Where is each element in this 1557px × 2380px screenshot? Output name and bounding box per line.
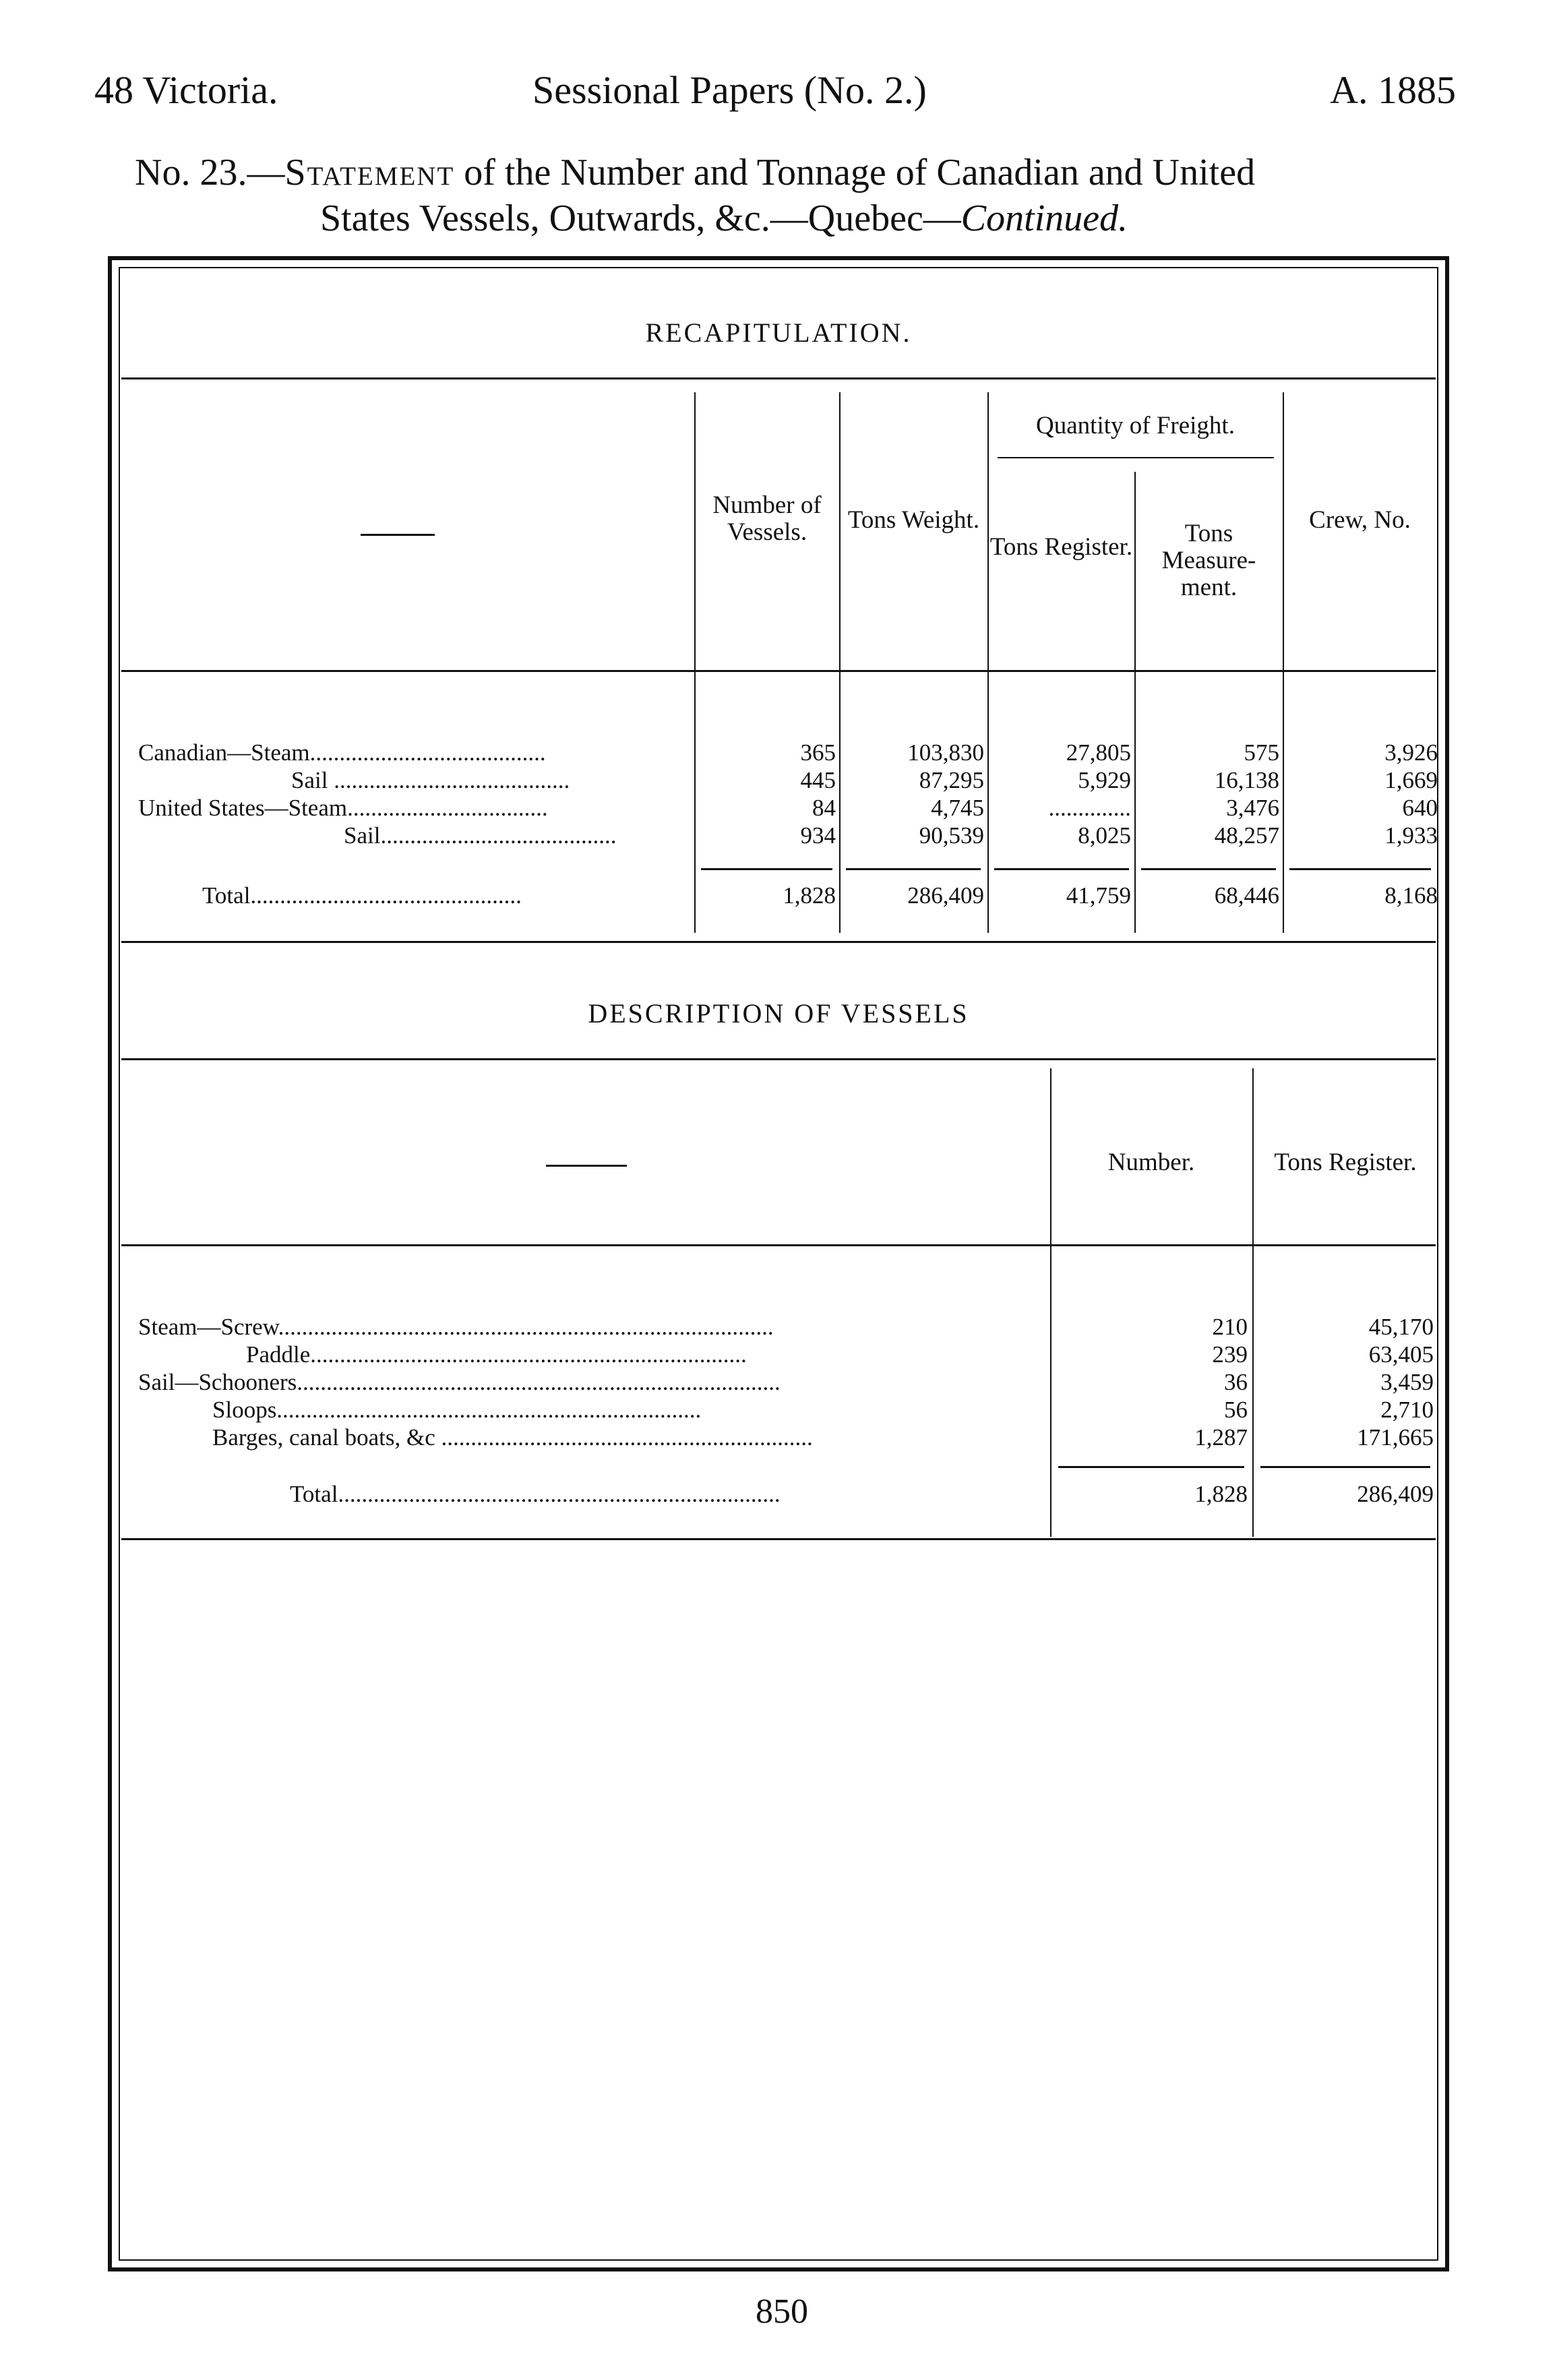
recap-col-divider xyxy=(694,392,696,933)
desc-row-label: Sloops........................................................................ xyxy=(212,1397,702,1423)
recap-total-register: 41,759 xyxy=(1066,882,1131,909)
desc-row-label: Paddle.......................................................................... xyxy=(246,1341,747,1368)
recap-cell-measurement: 575 xyxy=(1244,739,1279,766)
running-header-right: A. 1885 xyxy=(1330,68,1456,112)
recap-cell-crew: 3,926 xyxy=(1384,739,1438,766)
recap-cell-measurement: 48,257 xyxy=(1214,822,1279,849)
desc-header-number: Number. xyxy=(1107,1149,1195,1176)
running-header-left: 48 Victoria. xyxy=(94,68,278,112)
desc-cell-register: 45,170 xyxy=(1368,1314,1434,1340)
recap-total-rule xyxy=(701,868,832,870)
recap-cell-register: .............. xyxy=(1048,795,1131,821)
recap-cell-crew: 640 xyxy=(1402,795,1438,821)
recap-col-divider xyxy=(1283,392,1284,933)
desc-cell-register: 3,459 xyxy=(1380,1369,1434,1395)
recap-cell-vessels: 365 xyxy=(800,739,836,766)
desc-label-dash xyxy=(546,1165,627,1167)
desc-cell-number: 56 xyxy=(1224,1397,1248,1423)
recap-bottom-rule xyxy=(121,941,1436,943)
desc-header-rule xyxy=(121,1244,1436,1246)
recapitulation-title: RECAPITULATION. xyxy=(645,317,912,348)
recap-header-measurement: Tons Measure-ment. xyxy=(1161,520,1256,601)
desc-top-rule xyxy=(121,1058,1436,1060)
recap-header-rule xyxy=(121,670,1436,672)
recap-row-label: United States—Steam.................................. xyxy=(138,795,548,821)
recap-cell-register: 5,929 xyxy=(1078,767,1131,793)
recap-total-crew: 8,168 xyxy=(1384,882,1438,909)
recap-cell-vessels: 84 xyxy=(812,795,836,821)
recap-label-dash xyxy=(361,534,435,536)
title-line2-italic: Continued. xyxy=(960,197,1128,239)
recap-col-divider xyxy=(987,392,989,933)
desc-total-rule xyxy=(1058,1466,1244,1468)
desc-row-label: Steam—Screw.................................................................................... xyxy=(138,1314,774,1340)
recap-col-divider xyxy=(839,392,841,933)
desc-col-divider xyxy=(1050,1068,1051,1537)
desc-cell-register: 2,710 xyxy=(1380,1397,1434,1423)
desc-total-number: 1,828 xyxy=(1194,1481,1248,1507)
recap-cell-weight: 4,745 xyxy=(931,795,984,821)
title-line2 xyxy=(135,195,1456,241)
recap-total-rule xyxy=(1289,868,1431,870)
desc-cell-number: 36 xyxy=(1224,1369,1248,1395)
title-statement: Statement xyxy=(284,152,455,193)
description-title: DESCRIPTION OF VESSELS xyxy=(588,998,969,1029)
running-header xyxy=(94,67,1456,121)
page-number: 850 xyxy=(756,2292,808,2331)
recap-cell-measurement: 16,138 xyxy=(1214,767,1279,793)
desc-total-label: Total........................................................................... xyxy=(290,1481,781,1507)
recap-total-rule xyxy=(1141,868,1276,870)
recap-row-label: Canadian—Steam........................................ xyxy=(138,739,546,766)
recap-top-rule xyxy=(121,377,1436,379)
document-title xyxy=(135,150,1456,241)
title-line2-start: States Vessels, Outwards, &c.—Quebec— xyxy=(320,197,961,239)
recap-cell-weight: 103,830 xyxy=(907,739,984,766)
title-number: No. 23.— xyxy=(135,152,285,193)
recap-row-label: Sail ........................................ xyxy=(291,767,570,793)
recap-header-crew: Crew, No. xyxy=(1309,506,1411,534)
recap-total-weight: 286,409 xyxy=(907,882,984,909)
desc-cell-number: 1,287 xyxy=(1194,1424,1248,1451)
desc-cell-number: 210 xyxy=(1212,1314,1248,1340)
desc-col-divider xyxy=(1252,1068,1254,1537)
desc-cell-register: 171,665 xyxy=(1357,1424,1434,1451)
recap-cell-vessels: 934 xyxy=(800,822,836,849)
recap-total-rule xyxy=(994,868,1129,870)
recap-cell-register: 27,805 xyxy=(1066,739,1131,766)
recap-cell-crew: 1,933 xyxy=(1384,822,1438,849)
desc-row-label: Sail—Schooners.................................................................................. xyxy=(138,1369,781,1395)
desc-total-rule xyxy=(1260,1466,1430,1468)
desc-cell-number: 239 xyxy=(1212,1341,1248,1368)
desc-header-register: Tons Register. xyxy=(1274,1149,1417,1176)
title-line1-rest: of the Number and Tonnage of Canadian and United xyxy=(454,152,1256,193)
recap-total-measurement: 68,446 xyxy=(1214,882,1279,909)
recap-total-rule xyxy=(846,868,981,870)
recap-freight-group-rule xyxy=(998,457,1274,458)
recap-cell-measurement: 3,476 xyxy=(1226,795,1279,821)
recap-header-vessels: Number of Vessels. xyxy=(712,491,822,546)
desc-bottom-rule xyxy=(121,1538,1436,1540)
recap-cell-weight: 87,295 xyxy=(919,767,984,793)
recap-total-label: Total.............................................. xyxy=(202,882,522,909)
recap-cell-register: 8,025 xyxy=(1078,822,1131,849)
running-header-center: Sessional Papers (No. 2.) xyxy=(532,68,927,112)
recap-header-weight: Tons Weight. xyxy=(847,506,980,534)
desc-total-register: 286,409 xyxy=(1357,1481,1434,1507)
desc-row-label: Barges, canal boats, &c ............................................................... xyxy=(212,1424,813,1451)
recap-cell-weight: 90,539 xyxy=(919,822,984,849)
recap-cell-crew: 1,669 xyxy=(1384,767,1438,793)
desc-cell-register: 63,405 xyxy=(1368,1341,1434,1368)
recap-cell-vessels: 445 xyxy=(800,767,836,793)
recap-row-label: Sail........................................ xyxy=(344,822,617,849)
recap-header-register: Tons Register. xyxy=(989,533,1133,561)
recap-header-freight-group: Quantity of Freight. xyxy=(1036,412,1235,439)
recap-total-vessels: 1,828 xyxy=(783,882,836,909)
